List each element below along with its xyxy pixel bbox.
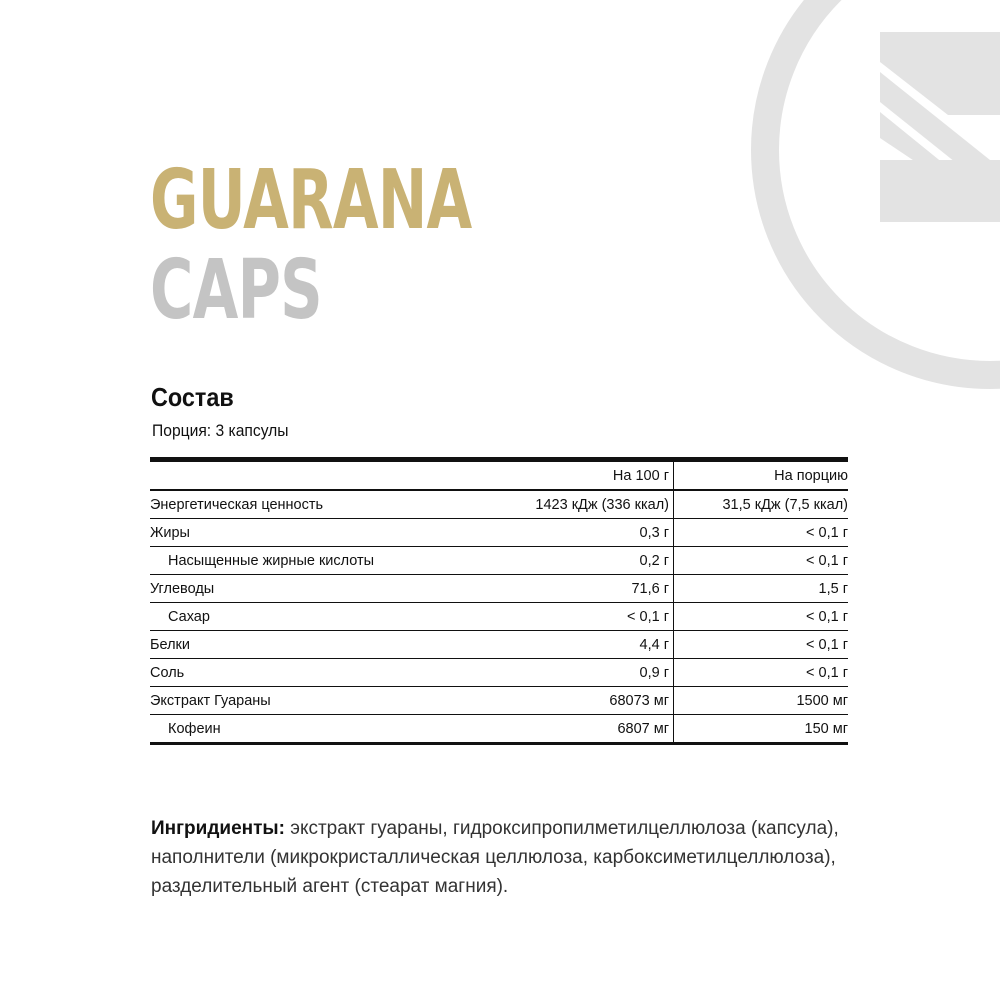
table-row [150,659,848,687]
nutrient-per100: 1423 кДж (336 ккал) [512,491,674,518]
ingredients-label: Ингридиенты: [151,818,285,839]
nutrient-name: Экстракт Гуараны [150,692,271,709]
nutrient-name: Кофеин [168,720,221,737]
table-row [150,519,848,547]
nutrient-per100: 68073 мг [512,687,674,714]
nutrient-per-serving: < 0,1 г [806,664,848,681]
table-row [150,631,848,659]
nutrient-per-serving: 1,5 г [818,580,848,597]
nutrient-name: Сахар [168,608,210,625]
table-row [150,715,848,742]
nutrient-per-serving: < 0,1 г [806,636,848,653]
ingredients-text [151,814,851,901]
nutrient-name: Соль [150,664,185,681]
nutrient-per100: 4,4 г [512,631,674,658]
header-per-serving: На порцию [774,467,848,484]
table-row [150,491,848,519]
table-row [150,687,848,715]
nutrient-per-serving: 1500 мг [796,692,848,709]
nutrient-name: Углеводы [150,580,215,597]
nutrition-table [150,457,848,745]
nutrient-per-serving: < 0,1 г [806,524,848,541]
nutrient-per-serving: < 0,1 г [806,552,848,569]
product-title-line2: CAPS [150,243,322,338]
table-row [150,547,848,575]
ingredients-list: экстракт гуараны, гидроксипропилметилцеллюлоза (капсула), наполнители (микрокристаллическая целлюлоза, карбоксиметилцеллюлоза), разделительный агент (стеарат магния). [151,818,839,897]
nutrient-per100: 0,3 г [512,519,674,546]
nutrient-per-serving: 150 мг [804,720,848,737]
nutrient-name: Энергетическая ценность [150,496,324,513]
product-title-line1: GUARANA [150,153,472,248]
table-row [150,603,848,631]
table-row [150,575,848,603]
portion-size: Порция: 3 капсулы [152,421,289,440]
nutrient-per-serving: 31,5 кДж (7,5 ккал) [722,496,848,513]
nutrient-per100: 0,9 г [512,659,674,686]
nutrient-per100: 71,6 г [512,575,674,602]
nutrient-name: Жиры [150,524,190,541]
nutrition-table-header [150,462,848,491]
nutrient-per100: 6807 мг [512,715,674,742]
nutrient-name: Белки [150,636,191,653]
nutrient-name: Насыщенные жирные кислоты [168,552,375,569]
composition-title: Состав [151,382,234,412]
nutrient-per100: 0,2 г [512,547,674,574]
nutrient-per-serving: < 0,1 г [806,608,848,625]
header-per100: На 100 г [512,462,674,489]
nutrient-per100: < 0,1 г [512,603,674,630]
header-name-cell [150,462,512,489]
